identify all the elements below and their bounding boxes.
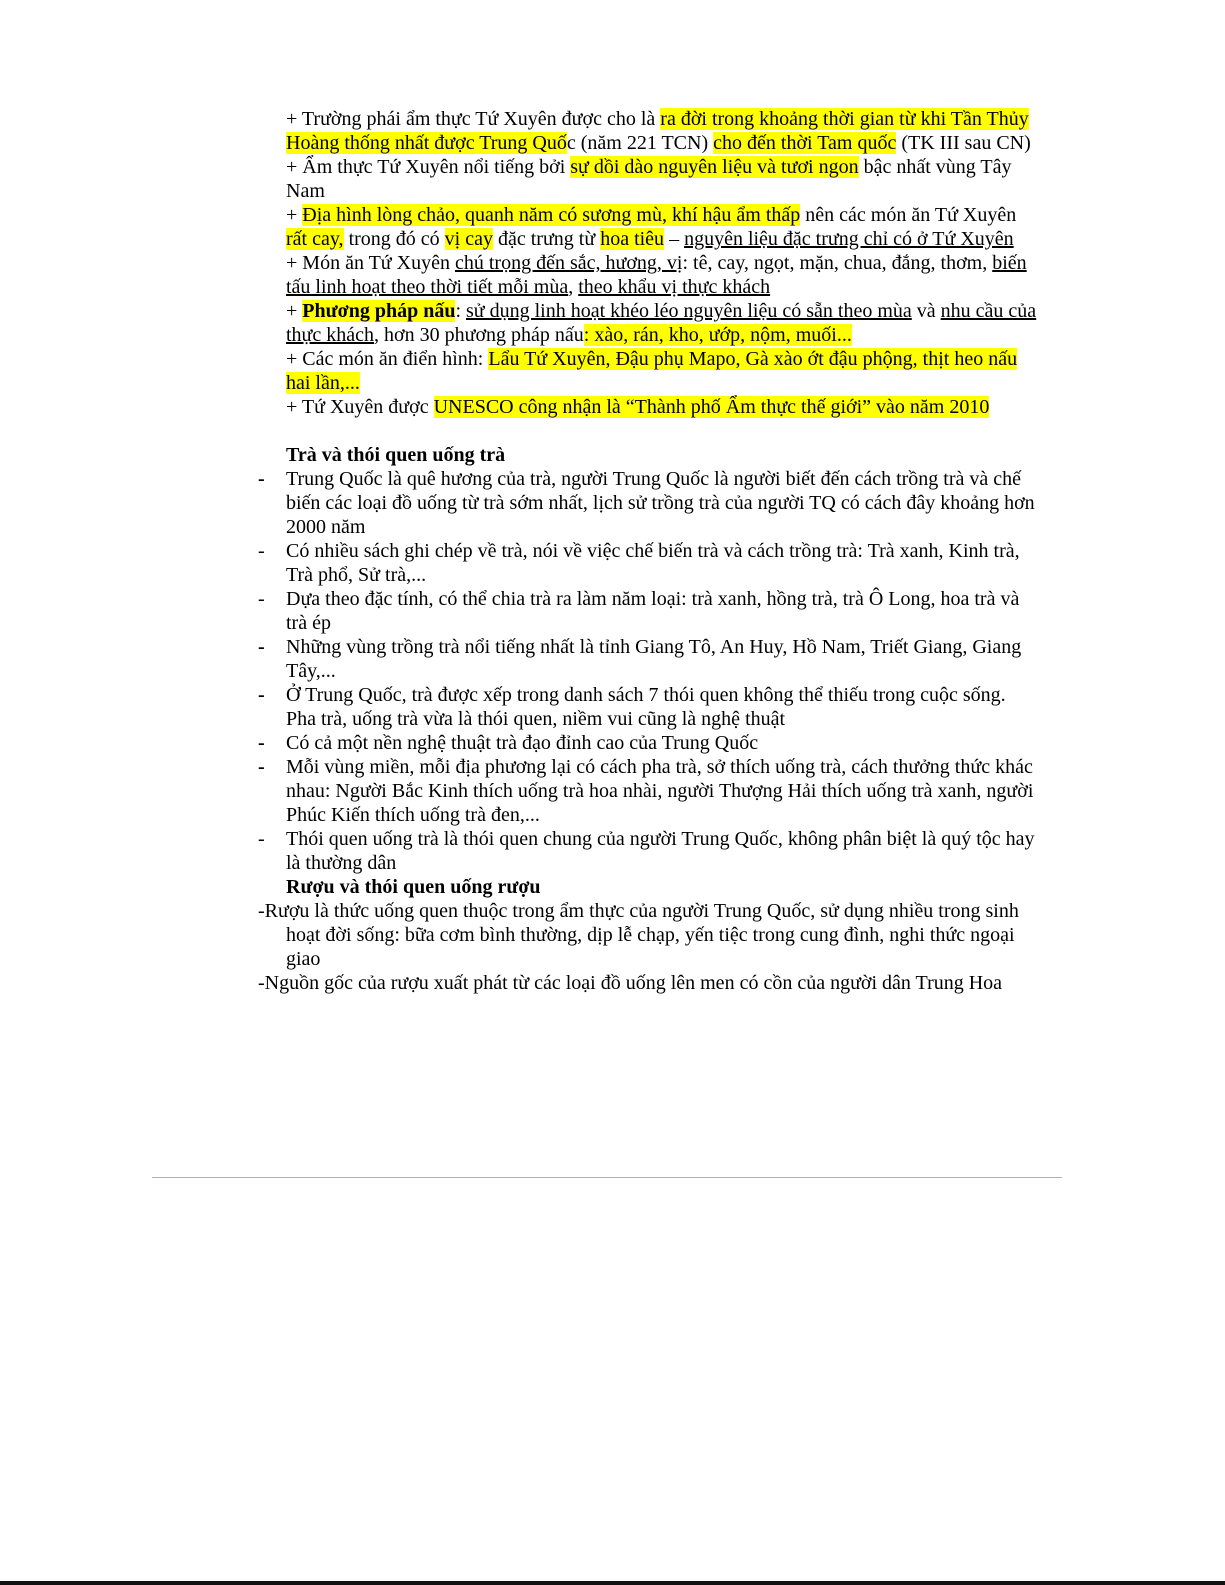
styled-text-segment: nguyên liệu đặc trưng chỉ có ở Tứ Xuyên [684, 228, 1014, 250]
text-segment: + [286, 204, 303, 226]
styled-text-segment: sử dụng linh hoạt khéo léo nguyên liệu có sẵn theo mùa [466, 300, 912, 322]
text-segment: + Trường phái ẩm thực Tứ Xuyên được cho là [286, 108, 661, 130]
styled-text-segment: : xào, rán, kho, ướp, nộm, muối... [583, 324, 852, 346]
styled-text-segment: Địa hình lòng chảo, quanh năm có sương mù, khí hậu ẩm thấp [302, 204, 801, 226]
tea-bullet [258, 635, 1038, 683]
styled-text-segment: cho đến thời Tam quốc [713, 132, 897, 154]
sichuan-cuisine-list [258, 107, 1038, 419]
bullet-dash: - [258, 468, 265, 490]
plus-item [258, 107, 1038, 155]
bullet-text: Có nhiều sách ghi chép về trà, nói về việc chế biến trà và cách trồng trà: Trà xanh, Kinh trà, Trà phổ, Sử trà,... [286, 540, 1020, 586]
wine-list [258, 899, 1038, 995]
tea-bullet [258, 731, 1038, 755]
plus-item [258, 251, 1038, 299]
bullet-dash: - [258, 732, 265, 754]
plus-item [258, 299, 1038, 347]
tea-bullet [258, 683, 1038, 731]
tea-bullet [258, 539, 1038, 587]
bullet-dash: - [258, 540, 265, 562]
bullet-text: Trung Quốc là quê hương của trà, người Trung Quốc là người biết đến cách trồng trà và chế biến các loại đồ uống từ trà sớm nhất, lịch sử trồng trà của người TQ có cách đây khoảng hơn 2000 năm [286, 468, 1035, 538]
tea-bullet-list [258, 467, 1038, 875]
bullet-text: Mỗi vùng miền, mỗi địa phương lại có cách pha trà, sở thích uống trà, cách thưởng thức khác nhau: Người Bắc Kinh thích uống trà hoa nhài, người Thượng Hải thích uống trà xanh, người Phúc Kiến thích uống trà đen,... [286, 756, 1034, 826]
plus-item [258, 203, 1038, 251]
bullet-dash: - [258, 636, 265, 658]
styled-text-segment: chú trọng đến sắc, hương, vị [454, 252, 683, 274]
bullet-text: Những vùng trồng trà nổi tiếng nhất là tỉnh Giang Tô, An Huy, Hồ Nam, Triết Giang, Giang Tây,... [286, 636, 1022, 682]
styled-text-segment: biến tấu linh hoạt theo thời tiết mỗi mùa [286, 252, 1027, 298]
styled-text-segment: rất cay, [286, 228, 344, 250]
styled-text-segment: nhu cầu của thực khách [286, 300, 1037, 346]
text-segment: + [286, 300, 303, 322]
styled-text-segment: hoa tiêu [600, 228, 665, 250]
text-segment: bậc nhất vùng Tây Nam [286, 156, 1012, 202]
text-segment: – [664, 228, 685, 250]
text-segment: : [455, 300, 466, 322]
text-segment: và [911, 300, 941, 322]
bullet-text: Thói quen uống trà là thói quen chung của người Trung Quốc, không phân biệt là quý tộc hay là thường dân [286, 828, 1035, 874]
styled-text-segment: sự dồi dào nguyên liệu và tươi ngon [570, 156, 859, 178]
text-segment: + Tứ Xuyên được [286, 396, 434, 418]
tea-heading: Trà và thói quen uống trà [286, 444, 506, 466]
styled-text-segment: ra đời trong khoảng thời gian từ khi Tần Thủy Hoàng thống nhất được Trung Quố [286, 108, 1029, 154]
styled-text-segment: UNESCO công nhận là “Thành phố Ẩm thực thế giới” vào năm 2010 [433, 396, 990, 418]
text-segment: trong đó có [343, 228, 445, 250]
styled-text-segment: Phương pháp nấu [302, 300, 456, 322]
bullet-dash: - [258, 756, 265, 778]
styled-text-segment: Lẩu Tứ Xuyên, Đậu phụ Mapo, Gà xào ớt đậu phộng, thịt heo nấu hai lần,... [286, 348, 1018, 394]
tea-bullet [258, 755, 1038, 827]
bullet-dash: - [258, 828, 265, 850]
page-divider [152, 1177, 1062, 1178]
text-segment: + Món ăn Tứ Xuyên [286, 252, 455, 274]
wine-item: -Nguồn gốc của rượu xuất phát từ các loại đồ uống lên men có cồn của người dân Trung Hoa [258, 972, 1003, 994]
wine-item: -Rượu là thức uống quen thuộc trong ẩm thực của người Trung Quốc, sử dụng nhiều trong sinh hoạt đời sống: bữa cơm bình thường, dịp lễ chạp, yến tiệc trong cung đình, nghi thức ngoại giao [258, 900, 1019, 970]
text-segment: c (năm 221 TCN) [566, 132, 714, 154]
text-segment: (TK III sau CN) [896, 132, 1031, 154]
bullet-text: Ở Trung Quốc, trà được xếp trong danh sách 7 thói quen không thể thiếu trong cuộc sống. Pha trà, uống trà vừa là thói quen, niềm vui cũng là nghệ thuật [286, 684, 1006, 730]
tea-bullet [258, 467, 1038, 539]
text-segment: đặc trưng từ [492, 228, 601, 250]
bullet-dash: - [258, 588, 265, 610]
spacer [258, 419, 1038, 443]
text-segment: + Các món ăn điển hình: [286, 348, 489, 370]
text-segment: + Ẩm thực Tứ Xuyên nổi tiếng bởi [286, 156, 571, 178]
bullet-dash: - [258, 684, 265, 706]
document-content [258, 107, 1038, 995]
text-segment: nên các món ăn Tứ Xuyên [800, 204, 1017, 226]
wine-heading: Rượu và thói quen uống rượu [286, 876, 541, 898]
bullet-text: Dựa theo đặc tính, có thể chia trà ra làm năm loại: trà xanh, hồng trà, trà Ô Long, hoa trà và trà ép [286, 588, 1020, 634]
styled-text-segment: theo khẩu vị thực khách [578, 276, 771, 298]
text-segment: , hơn 30 phương pháp nấu [374, 324, 584, 346]
styled-text-segment: vị cay [444, 228, 493, 250]
text-segment: : tê, cay, ngọt, mặn, chua, đắng, thơm, [682, 252, 993, 274]
tea-bullet [258, 587, 1038, 635]
page-bottom-edge [0, 1581, 1225, 1585]
plus-item [258, 395, 1038, 419]
plus-item [258, 347, 1038, 395]
tea-bullet [258, 827, 1038, 875]
bullet-text: Có cả một nền nghệ thuật trà đạo đỉnh cao của Trung Quốc [286, 732, 759, 754]
plus-item [258, 155, 1038, 203]
text-segment: , [568, 276, 579, 298]
